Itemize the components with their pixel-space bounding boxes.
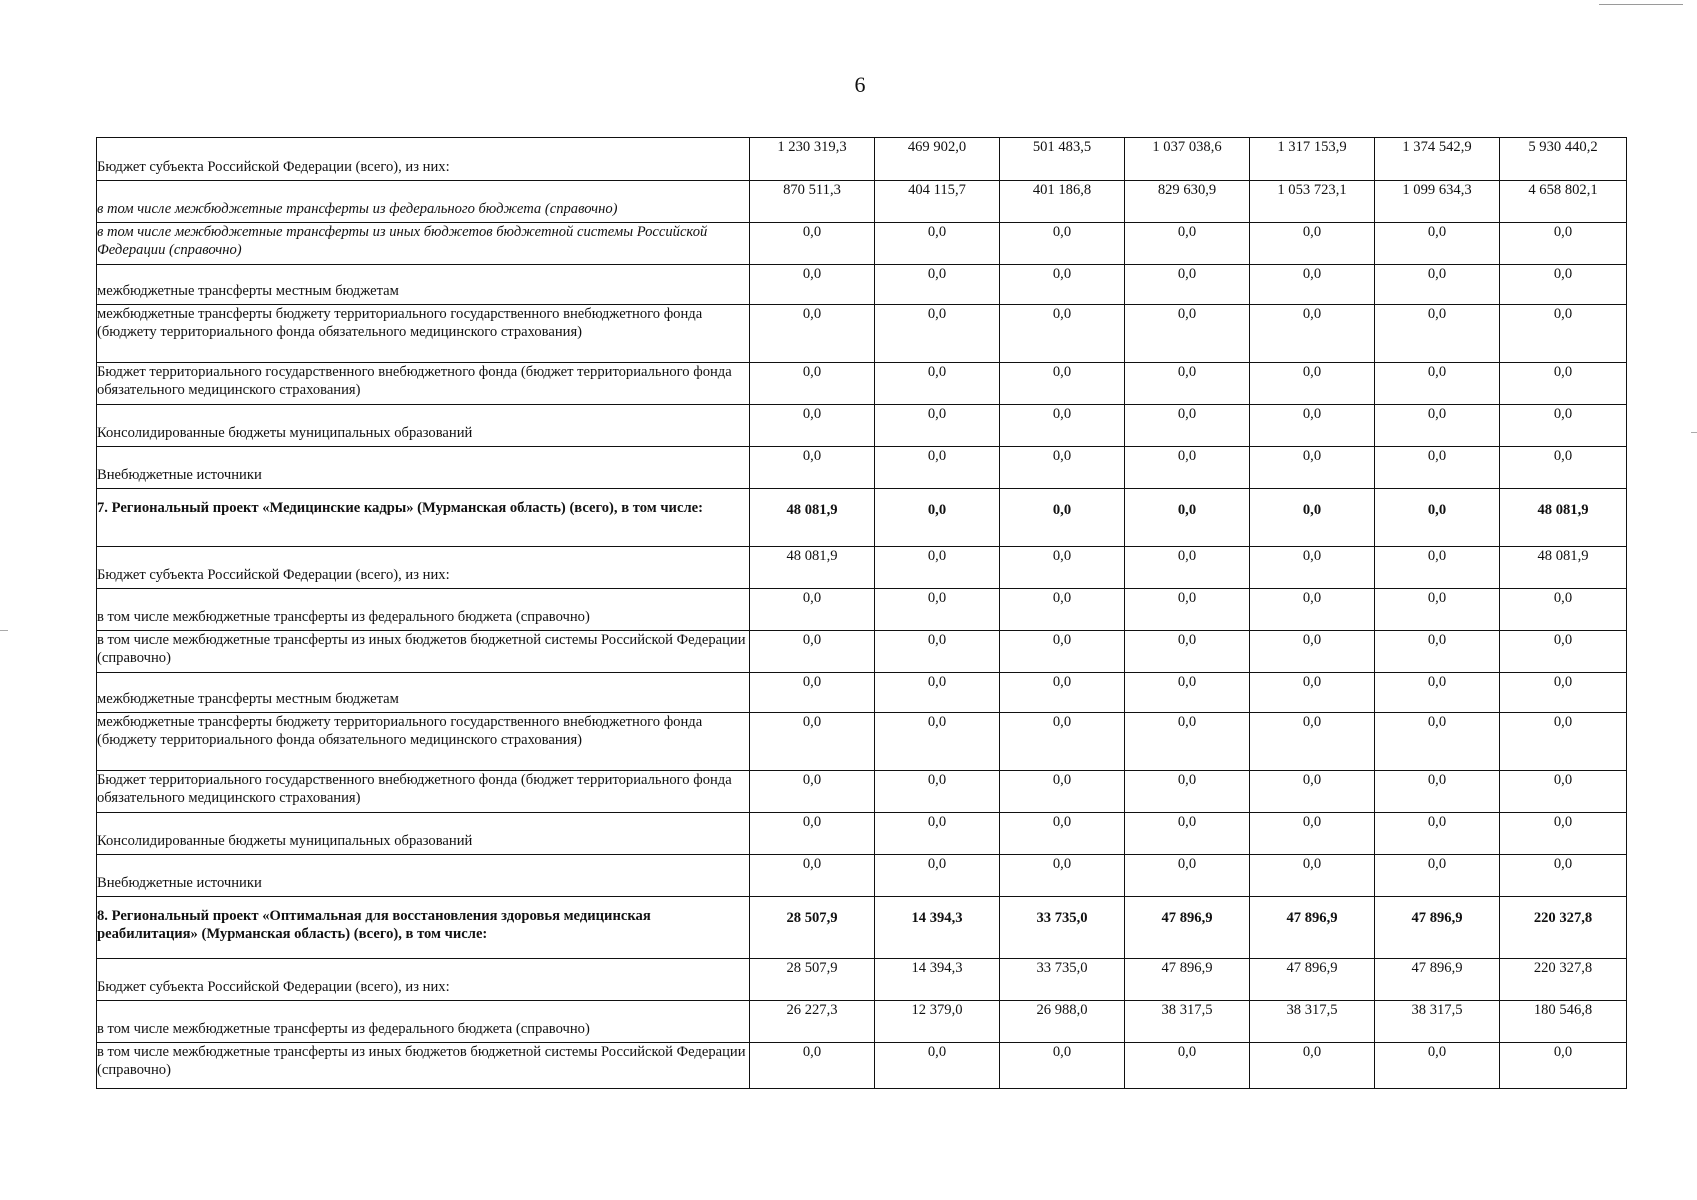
value-cell: 1 099 634,3 bbox=[1375, 181, 1500, 223]
value-cell: 5 930 440,2 bbox=[1500, 138, 1627, 181]
value-cell: 0,0 bbox=[875, 363, 1000, 405]
value-cell: 0,0 bbox=[1250, 405, 1375, 447]
value-cell: 0,0 bbox=[1125, 855, 1250, 897]
row-label: Бюджет территориального государственного внебюджетного фонда (бюджет территориального фонда обязательного медицинского страхования) bbox=[97, 772, 732, 806]
value-cell: 0,0 bbox=[1250, 547, 1375, 589]
value-cell: 0,0 bbox=[1125, 631, 1250, 673]
row-label-cell bbox=[97, 265, 750, 305]
value-cell: 0,0 bbox=[1500, 855, 1627, 897]
table-row bbox=[97, 631, 1627, 673]
value-cell: 0,0 bbox=[750, 305, 875, 363]
table-row bbox=[97, 305, 1627, 363]
value-cell: 0,0 bbox=[1000, 855, 1125, 897]
left-margin-mark bbox=[0, 630, 8, 631]
value-cell: 0,0 bbox=[1000, 813, 1125, 855]
value-cell: 0,0 bbox=[1500, 813, 1627, 855]
value-cell: 0,0 bbox=[875, 447, 1000, 489]
row-label-cell bbox=[97, 771, 750, 813]
value-cell: 0,0 bbox=[1000, 1043, 1125, 1089]
value-cell: 0,0 bbox=[875, 589, 1000, 631]
value-cell: 0,0 bbox=[750, 1043, 875, 1089]
value-cell: 0,0 bbox=[1250, 265, 1375, 305]
row-label: Внебюджетные источники bbox=[97, 875, 262, 891]
value-cell: 0,0 bbox=[1125, 305, 1250, 363]
value-cell: 0,0 bbox=[1000, 547, 1125, 589]
value-cell: 0,0 bbox=[1250, 855, 1375, 897]
row-label: межбюджетные трансферты бюджету территориального государственного внебюджетного фонда (бюджету территориального фонда обязательного медицинского страхования) bbox=[97, 714, 703, 748]
value-cell: 0,0 bbox=[875, 713, 1000, 771]
table-row bbox=[97, 363, 1627, 405]
value-cell: 0,0 bbox=[1375, 673, 1500, 713]
value-cell: 0,0 bbox=[875, 1043, 1000, 1089]
value-cell: 38 317,5 bbox=[1250, 1001, 1375, 1043]
value-cell: 0,0 bbox=[750, 855, 875, 897]
value-cell: 0,0 bbox=[1375, 855, 1500, 897]
budget-table bbox=[96, 137, 1627, 1089]
value-cell: 0,0 bbox=[1000, 363, 1125, 405]
value-cell: 0,0 bbox=[1500, 363, 1627, 405]
table-row bbox=[97, 265, 1627, 305]
value-cell: 0,0 bbox=[1125, 771, 1250, 813]
value-cell: 220 327,8 bbox=[1500, 897, 1627, 959]
value-cell: 0,0 bbox=[1500, 673, 1627, 713]
row-label: в том числе межбюджетные трансферты из иных бюджетов бюджетной системы Российской Федерации (справочно) bbox=[97, 1044, 746, 1078]
value-cell: 48 081,9 bbox=[750, 489, 875, 547]
value-cell: 28 507,9 bbox=[750, 897, 875, 959]
value-cell: 1 317 153,9 bbox=[1250, 138, 1375, 181]
row-label-cell bbox=[97, 1043, 750, 1089]
table-row bbox=[97, 223, 1627, 265]
value-cell: 0,0 bbox=[1250, 305, 1375, 363]
value-cell: 0,0 bbox=[1000, 713, 1125, 771]
value-cell: 0,0 bbox=[1500, 305, 1627, 363]
page-number: 6 bbox=[854, 72, 866, 97]
value-cell: 0,0 bbox=[1500, 631, 1627, 673]
row-label-cell bbox=[97, 855, 750, 897]
right-margin-mark bbox=[1691, 432, 1697, 433]
value-cell: 0,0 bbox=[1000, 405, 1125, 447]
value-cell: 47 896,9 bbox=[1250, 959, 1375, 1001]
value-cell: 0,0 bbox=[1375, 265, 1500, 305]
row-label-cell bbox=[97, 305, 750, 363]
value-cell: 28 507,9 bbox=[750, 959, 875, 1001]
table-row bbox=[97, 489, 1627, 547]
row-label-cell bbox=[97, 631, 750, 673]
value-cell: 0,0 bbox=[1125, 813, 1250, 855]
row-label-cell bbox=[97, 181, 750, 223]
row-label: 8. Региональный проект «Оптимальная для восстановления здоровья медицинская реабилитация» (Мурманская область) (всего), в том числе: bbox=[97, 908, 651, 942]
value-cell: 33 735,0 bbox=[1000, 959, 1125, 1001]
table-row bbox=[97, 405, 1627, 447]
value-cell: 401 186,8 bbox=[1000, 181, 1125, 223]
value-cell: 0,0 bbox=[1000, 447, 1125, 489]
value-cell: 14 394,3 bbox=[875, 959, 1000, 1001]
corner-scan-mark bbox=[1599, 4, 1683, 5]
value-cell: 0,0 bbox=[1000, 489, 1125, 547]
value-cell: 0,0 bbox=[1375, 631, 1500, 673]
row-label: Бюджет территориального государственного внебюджетного фонда (бюджет территориального фонда обязательного медицинского страхования) bbox=[97, 364, 732, 398]
value-cell: 0,0 bbox=[1500, 405, 1627, 447]
value-cell: 0,0 bbox=[1000, 265, 1125, 305]
value-cell: 47 896,9 bbox=[1125, 897, 1250, 959]
value-cell: 0,0 bbox=[1375, 771, 1500, 813]
row-label: межбюджетные трансферты местным бюджетам bbox=[97, 691, 399, 707]
value-cell: 0,0 bbox=[1375, 813, 1500, 855]
value-cell: 14 394,3 bbox=[875, 897, 1000, 959]
value-cell: 0,0 bbox=[875, 265, 1000, 305]
value-cell: 48 081,9 bbox=[750, 547, 875, 589]
value-cell: 0,0 bbox=[875, 631, 1000, 673]
value-cell: 47 896,9 bbox=[1375, 959, 1500, 1001]
table-row bbox=[97, 959, 1627, 1001]
value-cell: 0,0 bbox=[1375, 223, 1500, 265]
row-label: в том числе межбюджетные трансферты из иных бюджетов бюджетной системы Российской Федерации (справочно) bbox=[97, 632, 746, 666]
row-label: Консолидированные бюджеты муниципальных образований bbox=[97, 425, 473, 441]
row-label-cell bbox=[97, 897, 750, 959]
value-cell: 47 896,9 bbox=[1375, 897, 1500, 959]
row-label-cell bbox=[97, 489, 750, 547]
table-row bbox=[97, 447, 1627, 489]
value-cell: 0,0 bbox=[1375, 305, 1500, 363]
table-row bbox=[97, 897, 1627, 959]
row-label-cell bbox=[97, 1001, 750, 1043]
value-cell: 469 902,0 bbox=[875, 138, 1000, 181]
value-cell: 0,0 bbox=[1000, 589, 1125, 631]
value-cell: 220 327,8 bbox=[1500, 959, 1627, 1001]
table-row bbox=[97, 138, 1627, 181]
value-cell: 0,0 bbox=[750, 631, 875, 673]
row-label: межбюджетные трансферты местным бюджетам bbox=[97, 283, 399, 299]
value-cell: 0,0 bbox=[875, 305, 1000, 363]
value-cell: 870 511,3 bbox=[750, 181, 875, 223]
value-cell: 0,0 bbox=[1500, 223, 1627, 265]
value-cell: 0,0 bbox=[1500, 589, 1627, 631]
value-cell: 0,0 bbox=[1250, 223, 1375, 265]
value-cell: 0,0 bbox=[1125, 547, 1250, 589]
value-cell: 47 896,9 bbox=[1125, 959, 1250, 1001]
value-cell: 47 896,9 bbox=[1250, 897, 1375, 959]
value-cell: 0,0 bbox=[875, 489, 1000, 547]
value-cell: 0,0 bbox=[1250, 1043, 1375, 1089]
value-cell: 0,0 bbox=[1250, 489, 1375, 547]
value-cell: 0,0 bbox=[1500, 771, 1627, 813]
row-label: Внебюджетные источники bbox=[97, 467, 262, 483]
value-cell: 180 546,8 bbox=[1500, 1001, 1627, 1043]
value-cell: 0,0 bbox=[1000, 223, 1125, 265]
value-cell: 829 630,9 bbox=[1125, 181, 1250, 223]
value-cell: 501 483,5 bbox=[1000, 138, 1125, 181]
value-cell: 0,0 bbox=[875, 855, 1000, 897]
value-cell: 0,0 bbox=[875, 223, 1000, 265]
value-cell: 0,0 bbox=[1375, 547, 1500, 589]
value-cell: 0,0 bbox=[750, 813, 875, 855]
value-cell: 0,0 bbox=[1250, 631, 1375, 673]
value-cell: 48 081,9 bbox=[1500, 547, 1627, 589]
value-cell: 0,0 bbox=[1375, 363, 1500, 405]
row-label: Бюджет субъекта Российской Федерации (всего), из них: bbox=[97, 159, 450, 175]
value-cell: 1 230 319,3 bbox=[750, 138, 875, 181]
row-label-cell bbox=[97, 447, 750, 489]
row-label: 7. Региональный проект «Медицинские кадры» (Мурманская область) (всего), в том числе: bbox=[97, 500, 703, 516]
value-cell: 26 227,3 bbox=[750, 1001, 875, 1043]
value-cell: 0,0 bbox=[750, 447, 875, 489]
row-label: межбюджетные трансферты бюджету территориального государственного внебюджетного фонда (бюджету территориального фонда обязательного медицинского страхования) bbox=[97, 306, 703, 340]
table-row bbox=[97, 547, 1627, 589]
value-cell: 0,0 bbox=[875, 547, 1000, 589]
value-cell: 0,0 bbox=[750, 589, 875, 631]
value-cell: 0,0 bbox=[1250, 813, 1375, 855]
value-cell: 0,0 bbox=[1250, 771, 1375, 813]
row-label-cell bbox=[97, 223, 750, 265]
value-cell: 1 053 723,1 bbox=[1250, 181, 1375, 223]
row-label-cell bbox=[97, 405, 750, 447]
value-cell: 0,0 bbox=[750, 673, 875, 713]
row-label: в том числе межбюджетные трансферты из федерального бюджета (справочно) bbox=[97, 1021, 590, 1037]
value-cell: 0,0 bbox=[1375, 713, 1500, 771]
row-label-cell bbox=[97, 959, 750, 1001]
row-label: Консолидированные бюджеты муниципальных образований bbox=[97, 833, 473, 849]
value-cell: 0,0 bbox=[1125, 265, 1250, 305]
row-label-cell bbox=[97, 138, 750, 181]
value-cell: 26 988,0 bbox=[1000, 1001, 1125, 1043]
value-cell: 404 115,7 bbox=[875, 181, 1000, 223]
row-label-cell bbox=[97, 813, 750, 855]
value-cell: 0,0 bbox=[1125, 447, 1250, 489]
table-row bbox=[97, 713, 1627, 771]
table-row bbox=[97, 181, 1627, 223]
value-cell: 1 374 542,9 bbox=[1375, 138, 1500, 181]
row-label-cell bbox=[97, 713, 750, 771]
value-cell: 0,0 bbox=[1500, 265, 1627, 305]
value-cell: 0,0 bbox=[1000, 631, 1125, 673]
row-label-cell bbox=[97, 547, 750, 589]
value-cell: 0,0 bbox=[1000, 771, 1125, 813]
value-cell: 0,0 bbox=[1125, 363, 1250, 405]
row-label-cell bbox=[97, 363, 750, 405]
table-row bbox=[97, 1001, 1627, 1043]
value-cell: 0,0 bbox=[875, 673, 1000, 713]
value-cell: 38 317,5 bbox=[1375, 1001, 1500, 1043]
value-cell: 0,0 bbox=[1125, 489, 1250, 547]
table-row bbox=[97, 813, 1627, 855]
value-cell: 0,0 bbox=[750, 363, 875, 405]
value-cell: 0,0 bbox=[1500, 713, 1627, 771]
value-cell: 0,0 bbox=[1375, 447, 1500, 489]
value-cell: 0,0 bbox=[1250, 363, 1375, 405]
row-label-cell bbox=[97, 589, 750, 631]
value-cell: 0,0 bbox=[1125, 1043, 1250, 1089]
row-label: в том числе межбюджетные трансферты из иных бюджетов бюджетной системы Российской Федерации (справочно) bbox=[97, 224, 708, 258]
value-cell: 0,0 bbox=[1375, 589, 1500, 631]
value-cell: 0,0 bbox=[1375, 489, 1500, 547]
budget-table-body bbox=[97, 138, 1627, 1089]
value-cell: 0,0 bbox=[1250, 589, 1375, 631]
value-cell: 0,0 bbox=[750, 223, 875, 265]
value-cell: 0,0 bbox=[750, 713, 875, 771]
value-cell: 0,0 bbox=[750, 265, 875, 305]
value-cell: 0,0 bbox=[1125, 673, 1250, 713]
row-label: в том числе межбюджетные трансферты из федерального бюджета (справочно) bbox=[97, 201, 618, 217]
value-cell: 0,0 bbox=[1125, 405, 1250, 447]
value-cell: 0,0 bbox=[1375, 405, 1500, 447]
value-cell: 0,0 bbox=[750, 771, 875, 813]
value-cell: 1 037 038,6 bbox=[1125, 138, 1250, 181]
value-cell: 0,0 bbox=[1375, 1043, 1500, 1089]
value-cell: 0,0 bbox=[875, 771, 1000, 813]
value-cell: 0,0 bbox=[1500, 1043, 1627, 1089]
row-label: Бюджет субъекта Российской Федерации (всего), из них: bbox=[97, 979, 450, 995]
value-cell: 0,0 bbox=[1000, 673, 1125, 713]
value-cell: 48 081,9 bbox=[1500, 489, 1627, 547]
value-cell: 0,0 bbox=[1125, 589, 1250, 631]
value-cell: 0,0 bbox=[750, 405, 875, 447]
table-row bbox=[97, 771, 1627, 813]
table-row bbox=[97, 673, 1627, 713]
value-cell: 33 735,0 bbox=[1000, 897, 1125, 959]
value-cell: 0,0 bbox=[1125, 713, 1250, 771]
row-label: Бюджет субъекта Российской Федерации (всего), из них: bbox=[97, 567, 450, 583]
row-label: в том числе межбюджетные трансферты из федерального бюджета (справочно) bbox=[97, 609, 590, 625]
value-cell: 38 317,5 bbox=[1125, 1001, 1250, 1043]
table-row bbox=[97, 855, 1627, 897]
value-cell: 0,0 bbox=[1000, 305, 1125, 363]
value-cell: 0,0 bbox=[1250, 673, 1375, 713]
value-cell: 0,0 bbox=[1125, 223, 1250, 265]
value-cell: 0,0 bbox=[1500, 447, 1627, 489]
table-row bbox=[97, 589, 1627, 631]
table-row bbox=[97, 1043, 1627, 1089]
value-cell: 0,0 bbox=[1250, 713, 1375, 771]
value-cell: 12 379,0 bbox=[875, 1001, 1000, 1043]
value-cell: 4 658 802,1 bbox=[1500, 181, 1627, 223]
value-cell: 0,0 bbox=[875, 813, 1000, 855]
row-label-cell bbox=[97, 673, 750, 713]
value-cell: 0,0 bbox=[875, 405, 1000, 447]
value-cell: 0,0 bbox=[1250, 447, 1375, 489]
